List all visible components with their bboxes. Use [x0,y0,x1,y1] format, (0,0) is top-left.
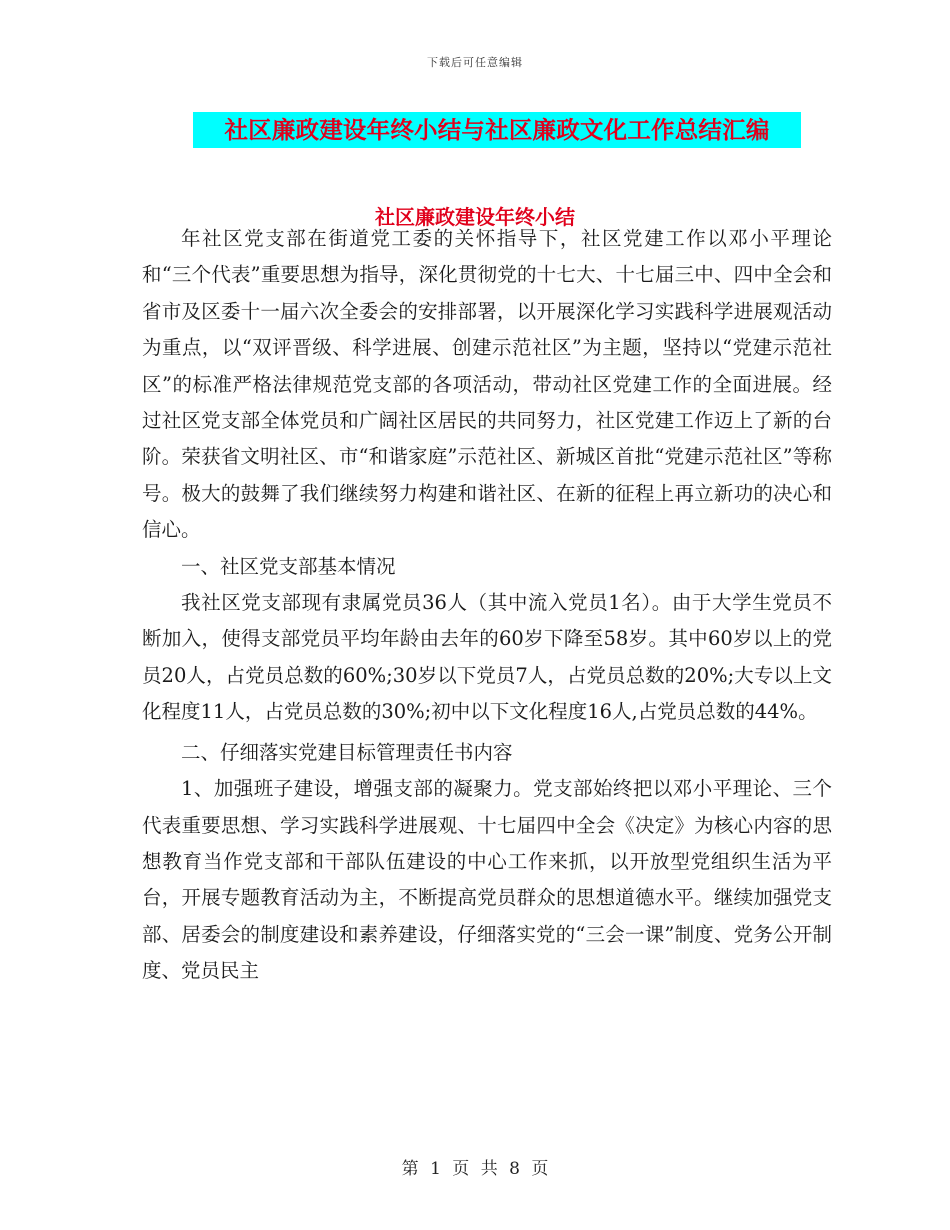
section-title: 社区廉政建设年终小结 [375,205,575,229]
document-body [142,221,832,990]
page-header-note: 下载后可任意编辑 [427,56,523,69]
heading-basic-situation: 一、社区党支部基本情况 [181,554,396,578]
document-title: 社区廉政建设年终小结与社区廉政文化工作总结汇编 [193,112,801,148]
heading-responsibility: 二、仔细落实党建目标管理责任书内容 [181,740,513,764]
paragraph-team-building: 1、加强班子建设，增强支部的凝聚力。党支部始终把以邓小平理论、三个代表重要思想、学习实践科学进展观、十七届四中全会《决定》为核心内容的思想教育当作党支部和干部队伍建设的中心工作来抓，以开放型党组织生活为平台，开展专题教育活动为主，不断提高党员群众的思想道德水平。继续加强党支部、居委会的制度建设和素养建设，仔细落实党的“三会一课”制度、党务公开制度、党员民主 [142,777,832,983]
page-number: 第 1 页 共 8 页 [401,1159,549,1179]
paragraph-intro: 年社区党支部在街道党工委的关怀指导下，社区党建工作以邓小平理论和“三个代表”重要思想为指导，深化贯彻党的十七大、十七届三中、四中全会和省市及区委十一届六次全委会的安排部署，以开展深化学习实践科学进展观活动为重点，以“双评晋级、科学进展、创建示范社区”为主题，坚持以“党建示范社区”的标准严格法律规范党支部的各项活动，带动社区党建工作的全面进展。经过社区党支部全体党员和广阔社区居民的共同努力，社区党建工作迈上了新的台阶。荣获省文明社区、市“和谐家庭”示范社区、新城区首批“党建示范社区”等称号。极大的鼓舞了我们继续努力构建和谐社区、在新的征程上再立新功的决心和信心。 [142,227,832,542]
paragraph-member-stats: 我社区党支部现有隶属党员36人（其中流入党员1名）。由于大学生党员不断加入，使得支部党员平均年龄由去年的60岁下降至58岁。其中60岁以上的党员20人，占党员总数的60%;30岁以下党员7人，占党员总数的20%;大专以上文化程度11人，占党员总数的30%;初中以下文化程度16人,占党员总数的44%。 [142,591,832,724]
